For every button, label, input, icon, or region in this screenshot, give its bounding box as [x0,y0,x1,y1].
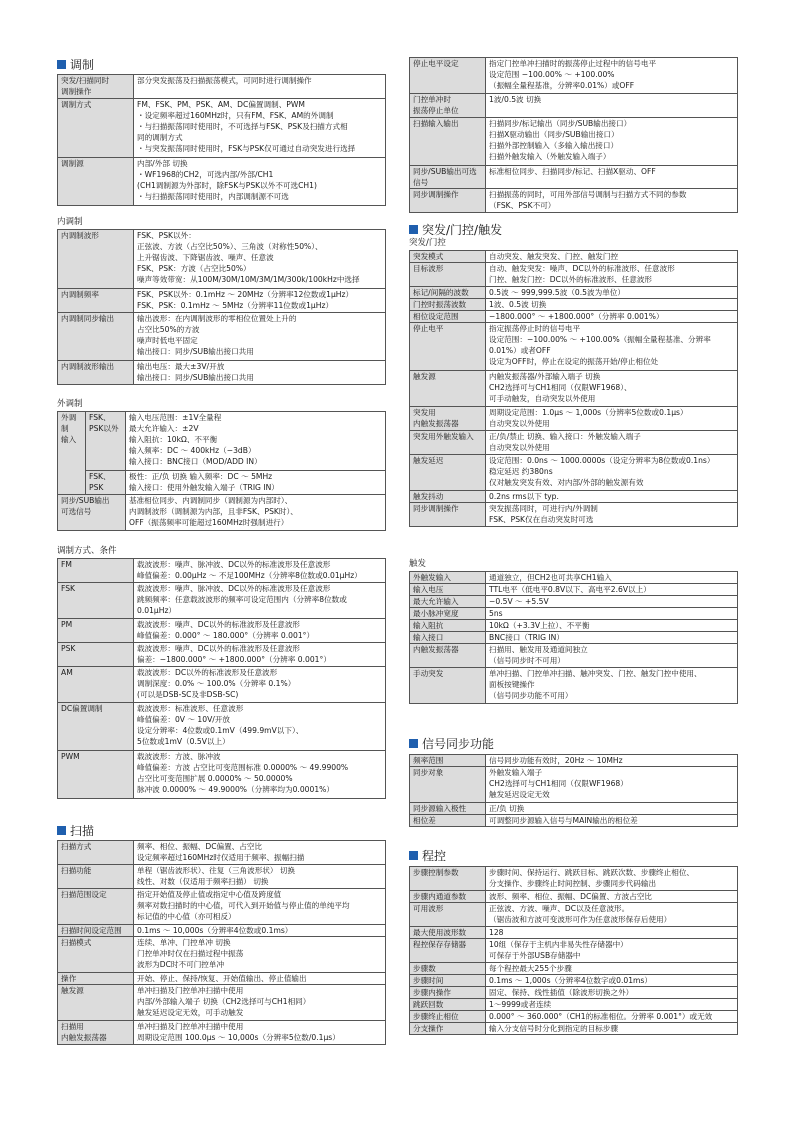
section-title-burst-gate-trigger: 突发/门控/触发 [409,222,502,238]
spec-label: 内调制频率 [58,289,134,313]
spec-row [58,841,386,865]
spec-value: 单程（锯齿波形状）、往复（三角波形状） 切换 线性、对数（仅适用于频率扫描） 切换 [134,865,386,889]
spec-label: 突发用 内触发振荡器 [410,407,486,431]
spec-label: 触发延迟 [410,455,486,491]
spec-value: 指定振荡停止时的信号电平 设定范围：−100.00% ～ +100.00%（振幅全量程基准、分辨率 0.01%）或者OFF 设定为OFF时，停止在设定的振荡开始/停止相位处 [486,323,738,371]
spec-label: 同步源输入极性 [410,803,486,815]
spec-label: 操作 [58,973,134,985]
spec-value: 扫描同步/标记输出（同步/SUB输出接口） 扫描X驱动输出（同步/SUB输出接口） 扫描外部控制输入（多输入输出接口） 扫描外触发输入（外触发输入端子） [486,118,738,166]
spec-value: BNC接口（TRIG IN） [486,632,738,644]
spec-row [410,166,738,189]
spec-value: 正/负/禁止 切换、输入接口：外触发输入端子 自动突发以外使用 [486,431,738,455]
spec-value: 载波波形：噪声、脉冲波、DC以外的标准波形及任意波形 跳频频率：任意载波波形的频率可设定范围内（分辨率8位数或 0.01μHz） [134,583,386,619]
spec-value: 周期设定范围：1.0μs ～ 1,000s（分辨率5位数或0.1μs） 自动突发以外使用 [486,407,738,431]
spec-label: 停止电平 [410,323,486,371]
spec-value: 频率、相位、振幅、DC偏置、占空比 设定频率超过160MHz时仅适用于频率、振幅扫描 [134,841,386,865]
spec-label: 扫描模式 [58,937,134,973]
spec-row [58,559,386,583]
spec-label: 最大使用波形数 [410,927,486,939]
spec-label: 同步/SUB输出可选信号 [410,166,486,189]
spec-row [58,643,386,667]
spec-value: FSK、PSK以外：0.1mHz ～ 20MHz（分辨率12位数或1μHz） FSK、PSK：0.1mHz ～ 5MHz（分辨率11位数或1μHz） [134,289,386,313]
spec-value: 1波、0.5波 切换 [486,299,738,311]
program-table [409,866,738,1035]
spec-value: 指定门控单冲扫描时的振荡停止过程中的信号电平 设定范围 −100.00% ～ +100.00% （振幅全量程基准，分辨率0.01%）或OFF [486,58,738,94]
subtitle-external-modulation: 外调制 [57,399,83,409]
spec-value: 128 [486,927,738,939]
spec-row [410,767,738,803]
spec-label: 扫描时间设定范围 [58,925,134,937]
spec-label: FSK [58,583,134,619]
section-bullet-icon [409,739,418,748]
spec-value: 内部/外部 切换 ・WF1968的CH2，可选内部/外部/CH1 (CH1调制源为外部时，除FSK与PSK以外不可选CH1) ・与扫描振荡同时使用时，内部调制源不可选 [134,158,386,206]
spec-label: 程控保存存储器 [410,939,486,963]
external-modulation-table [57,411,386,531]
spec-label: 扫描用 内触发振荡器 [58,1021,134,1045]
spec-label: 相位差 [410,815,486,827]
spec-row [410,999,738,1011]
spec-label: 输入阻抗 [410,620,486,632]
spec-row [410,803,738,815]
spec-row [58,703,386,751]
spec-label: PSK [58,643,134,667]
spec-label: 输入电压 [410,584,486,596]
spec-label: 突发/扫描同时 调制操作 [58,75,134,99]
spec-row [410,189,738,213]
spec-row [410,644,738,668]
spec-row [58,985,386,1021]
spec-value: −1800.000° ～ +1800.000°（分辨率 0.001%） [486,311,738,323]
spec-label: FSK、 PSK [86,471,126,495]
spec-value: 通道独立，但CH2也可共享CH1输入 [486,572,738,584]
spec-row [58,751,386,799]
burst-table [409,250,738,527]
spec-row [58,937,386,973]
spec-value: 0.1ms ～ 10,000s（分辨率4位数或0.1ms） [134,925,386,937]
spec-label: 扫描功能 [58,865,134,889]
spec-row [410,755,738,767]
spec-label: 标记/间隔的波数 [410,287,486,299]
section-title-sweep: 扫描 [57,823,94,839]
spec-value: 正弦波、方波、噪声、DC以及任意波形。 （锯齿波和方波可变波形可作为任意波形保存后使用） [486,903,738,927]
spec-label: 目标波形 [410,263,486,287]
spec-value: 单冲扫描及门控单冲扫描中使用 周期设定范围 100.0μs ～ 10,000s（分辨率5位数/0.1μs） [134,1021,386,1045]
section-title-signal-sync: 信号同步功能 [409,736,494,752]
spec-value: 设定范围：0.0ns ～ 1000.0000s（设定分辨率为8位数或0.1ns） 稳定延迟 约380ns 仅对触发突发有效、对内部/外部的触发源有效 [486,455,738,491]
spec-label: DC偏置调制 [58,703,134,751]
spec-label: 内调制波形输出 [58,361,134,385]
spec-value: 扫描用、触发用及通道间独立 （信号同步时不可用） [486,644,738,668]
spec-row [410,118,738,166]
spec-value: 输入电压范围：±1V全量程 最大允许输入：±2V 输入阻抗：10kΩ、不平衡 输入频率：DC ～ 400kHz（−3dB） 输入接口：BNC接口（MOD/ADD IN） [126,412,386,471]
spec-label: 扫描方式 [58,841,134,865]
spec-value: 固定、保持、线性插值（除波形切换之外） [486,987,738,999]
spec-row [410,323,738,371]
spec-label: 内调制同步输出 [58,313,134,361]
spec-label: 门控单冲时 振荡停止单位 [410,94,486,118]
spec-value: 输出电压：最大±3V/开放 输出接口：同步/SUB输出接口共用 [134,361,386,385]
spec-row [58,412,386,471]
spec-value: 0.2ns rms以下 typ. [486,491,738,503]
spec-row [58,1021,386,1045]
section-bullet-icon [409,851,418,860]
spec-value: 载波波形：标准波形、任意波形 峰值偏差：0V ～ 10V/开放 设定分辨率：4位数或0.1mV（499.9mV以下）、 5位数或1mV（0.5V以上） [134,703,386,751]
spec-label: 突发用外触发输入 [410,431,486,455]
spec-row [410,58,738,94]
spec-value: 自动、触发突发：噪声、DC以外的标准波形、任意波形 门控、触发门控：DC以外的标准波形、任意波形 [486,263,738,287]
spec-label: 外调制 输入 [58,412,86,495]
spec-value: 波形、频率、相位、振幅、DC偏置、方波占空比 [486,891,738,903]
spec-row [410,371,738,407]
spec-value: 极性：正/负 切换 输入频率：DC ～ 5MHz 输入接口：使用外触发输入端子（TRIG IN） [126,471,386,495]
spec-row [58,925,386,937]
spec-value: 0.1ms ～ 1,000s（分辨率4位数字或0.01ms） [486,975,738,987]
spec-value: 输入分支信号时分化到指定的目标步骤 [486,1023,738,1035]
subtitle-burst-gate: 突发/门控 [409,238,446,248]
sweep-table [57,840,386,1045]
spec-value: 载波波形：DC以外的标准波形及任意波形 调制深度：0.0% ～ 100.0%（分辨率 0.1%） (可以是DSB-SC及非DSB-SC) [134,667,386,703]
section-title-modulation: 调制 [57,57,94,73]
spec-label: 步骤数 [410,963,486,975]
spec-label: 可用波形 [410,903,486,927]
spec-row [410,891,738,903]
spec-value: 载波波形：噪声、DC以外的标准波形及任意波形 峰值偏差：0.000° ～ 180.000°（分辨率 0.001°） [134,619,386,643]
spec-row [410,503,738,527]
spec-row [410,632,738,644]
spec-label: 内调制波形 [58,230,134,289]
spec-label: 输入接口 [410,632,486,644]
spec-label: 调制方式 [58,99,134,158]
spec-label: 停止电平设定 [410,58,486,94]
spec-label: 步骤内通道参数 [410,891,486,903]
spec-label: 频率范围 [410,755,486,767]
modulation-conditions-table [57,558,386,799]
spec-value: 载波波形：噪声、DC以外的标准波形及任意波形 偏差：−1800.000° ～ +1800.000°（分辨率 0.001°） [134,643,386,667]
spec-label: 同步/SUB输出 可选信号 [58,495,126,531]
spec-label: PWM [58,751,134,799]
spec-row [58,667,386,703]
spec-label: PM [58,619,134,643]
spec-label: 触发源 [410,371,486,407]
spec-label: 外触发输入 [410,572,486,584]
spec-label: 最小脉冲宽度 [410,608,486,620]
spec-value: FM、FSK、PM、PSK、AM、DC偏置调制、PWM ・设定频率超过160MHz时，只有FM、FSK、AM的外调制 ・与扫描振荡同时使用时，不可选择与FSK、PSK及扫描方式相 同的调制方式 ・与突发振荡同时使用时，FSK与PSK仅可通过自动突发进行选择 [134,99,386,158]
spec-row [58,361,386,385]
spec-row [410,975,738,987]
spec-label: 步骤控制参数 [410,867,486,891]
spec-row [410,815,738,827]
subtitle-internal-modulation: 内调制 [57,217,83,227]
spec-value: 5ns [486,608,738,620]
spec-label: 同步调制操作 [410,189,486,213]
spec-value: 10kΩ（+3.3V上拉）、不平衡 [486,620,738,632]
spec-row [58,583,386,619]
spec-value: 信号同步功能有效时，20Hz ～ 10MHz [486,755,738,767]
spec-row [58,99,386,158]
spec-label: 分支操作 [410,1023,486,1035]
section-bullet-icon [57,60,66,69]
spec-row [58,495,386,531]
spec-label: 突发模式 [410,251,486,263]
subtitle-trigger: 触发 [409,559,427,569]
spec-label: 最大允许输入 [410,596,486,608]
spec-value: 载波波形：噪声、脉冲波、DC以外的标准波形及任意波形 峰值偏差：0.00μHz ～ 不足100MHz（分辨率8位数或0.01μHz） [134,559,386,583]
spec-row [410,927,738,939]
spec-value: 每个程控最大255个步骤 [486,963,738,975]
spec-label: 同步调制操作 [410,503,486,527]
spec-row [58,973,386,985]
spec-label: 同步对象 [410,767,486,803]
spec-value: 正/负 切换 [486,803,738,815]
spec-row [410,491,738,503]
spec-value: 自动突发、触发突发、门控、触发门控 [486,251,738,263]
spec-row [410,1023,738,1035]
internal-modulation-table [57,229,386,385]
spec-row [410,987,738,999]
spec-label: 内触发振荡器 [410,644,486,668]
spec-label: FSK、 PSK以外 [86,412,126,471]
spec-value: 连续、单冲、门控单冲 切换 门控单冲时仅在扫描过程中振荡 波形为DC时不可门控单冲 [134,937,386,973]
spec-value: 突发振荡同时，可进行内/外调制 FSK、PSK仅在自动突发时可选 [486,503,738,527]
spec-value: FSK、PSK以外： 正弦波、方波（占空比50%）、三角波（对称性50%）、 上升锯齿波、下降锯齿波、噪声、任意波 FSK、PSK：方波（占空比50%） 噪声等效带宽：从100M/30M/10M/3M/1M/300k/100kHz中选择 [134,230,386,289]
spec-row [410,455,738,491]
spec-row [410,94,738,118]
spec-value: 载波波形：方波、脉冲波 峰值偏差：方波 占空比可变范围标准 0.0000% ～ 49.9900% 占空比可变范围扩展 0.0000% ～ 50.0000% 脉冲波 0.0000% ～ 49.9000%（分辨率均为0.0001%） [134,751,386,799]
spec-value: 单冲扫描及门控单冲扫描中使用 内部/外部输入端子 切换（CH2选择可与CH1相同） 触发延迟设定无效，可手动触发 [134,985,386,1021]
section-bullet-icon [57,826,66,835]
spec-row [410,311,738,323]
spec-value: 输出波形：在内调制波形的零相位位置处上升的 占空比50%的方波 噪声时低电平固定 输出接口：同步/SUB输出接口共用 [134,313,386,361]
spec-value: 单冲扫描、门控单冲扫描、触冲突发、门控、触发门控中使用、 面板按键操作 （信号同步功能不可用） [486,668,738,704]
spec-label: 扫描范围设定 [58,889,134,925]
spec-row [410,584,738,596]
spec-value: 开始、停止、保持/恢复、开始值输出、停止值输出 [134,973,386,985]
spec-value: 1～9999或者连续 [486,999,738,1011]
spec-value: 扫描振荡的同时，可用外部信号调制与扫描方式不同的参数 （FSK、PSK不可） [486,189,738,213]
spec-row [410,431,738,455]
spec-value: 步骤时间、保持运行、跳跃目标、跳跃次数、步骤终止相位、 分支操作、步骤终止时间控制、步骤同步代码输出 [486,867,738,891]
spec-row [410,668,738,704]
spec-label: 跳跃回数 [410,999,486,1011]
signal-sync-table [409,754,738,827]
spec-label: 调制源 [58,158,134,206]
spec-row [58,75,386,99]
spec-row [410,596,738,608]
spec-value: 指定开始值及停止值或指定中心值及跨度值 频率对数扫描时的中心值，可代入到开始值与停止值的单纯平均 标记值的中心值（亦可相反） [134,889,386,925]
section-title-program: 程控 [409,848,446,864]
spec-row [410,1011,738,1023]
spec-value: 外触发输入端子 CH2选择可与CH1相同（仅限WF1968） 触发延迟设定无效 [486,767,738,803]
spec-row [58,158,386,206]
spec-label: 触发抖动 [410,491,486,503]
spec-row [410,572,738,584]
spec-row [410,939,738,963]
spec-label: 手动突发 [410,668,486,704]
spec-label: 相位设定范围 [410,311,486,323]
spec-row [58,889,386,925]
spec-value: 0.5波 ～ 999,999.5波（0.5波为单位） [486,287,738,299]
spec-value: 基准相位同步、内调制同步（调制源为内部时）、 内调制波形（调制源为内部，且非FSK、PSK时）、 OFF（振荡频率可能超过160MHz时强制进行） [126,495,386,531]
spec-label: 触发源 [58,985,134,1021]
trigger-table [409,571,738,704]
spec-row [58,313,386,361]
spec-row [410,287,738,299]
modulation-table [57,74,386,206]
spec-value: 部分突发振荡及扫描振荡模式，可同时进行调制操作 [134,75,386,99]
spec-label: 扫描输入输出 [410,118,486,166]
spec-value: 1波/0.5波 切换 [486,94,738,118]
spec-row [58,471,386,495]
spec-row [58,865,386,889]
spec-row [410,867,738,891]
spec-label: 步骤时间 [410,975,486,987]
spec-row [410,299,738,311]
spec-label: 步骤终止相位 [410,1011,486,1023]
spec-row [410,963,738,975]
spec-label: AM [58,667,134,703]
spec-row [58,289,386,313]
spec-row [410,407,738,431]
sweep-continued-table [409,57,738,213]
spec-value: 0.000° ～ 360.000°（CH1的标准相位。分辨率 0.001°）或无效 [486,1011,738,1023]
spec-row [58,230,386,289]
subtitle-modulation-conditions: 调制方式、条件 [57,546,117,556]
spec-row [58,619,386,643]
spec-label: FM [58,559,134,583]
spec-value: 10组（保存于主机内非易失性存储器中） 可保存于外部USB存储器中 [486,939,738,963]
spec-value: −0.5V ～ +5.5V [486,596,738,608]
spec-value: TTL电平（低电平0.8V以下、高电平2.6V以上） [486,584,738,596]
spec-row [410,251,738,263]
spec-value: 标准相位同步、扫描同步/标记、扫描X驱动、OFF [486,166,738,189]
spec-row [410,903,738,927]
spec-value: 可调整同步源输入信号与MAIN输出的相位差 [486,815,738,827]
spec-label: 步骤内操作 [410,987,486,999]
section-bullet-icon [409,225,418,234]
spec-row [410,608,738,620]
spec-row [410,620,738,632]
spec-label: 门控时振荡波数 [410,299,486,311]
spec-row [410,263,738,287]
spec-value: 内触发振荡器/外部输入端子 切换 CH2选择可与CH1相同（仅限WF1968）、 可手动触发，自动突发以外使用 [486,371,738,407]
